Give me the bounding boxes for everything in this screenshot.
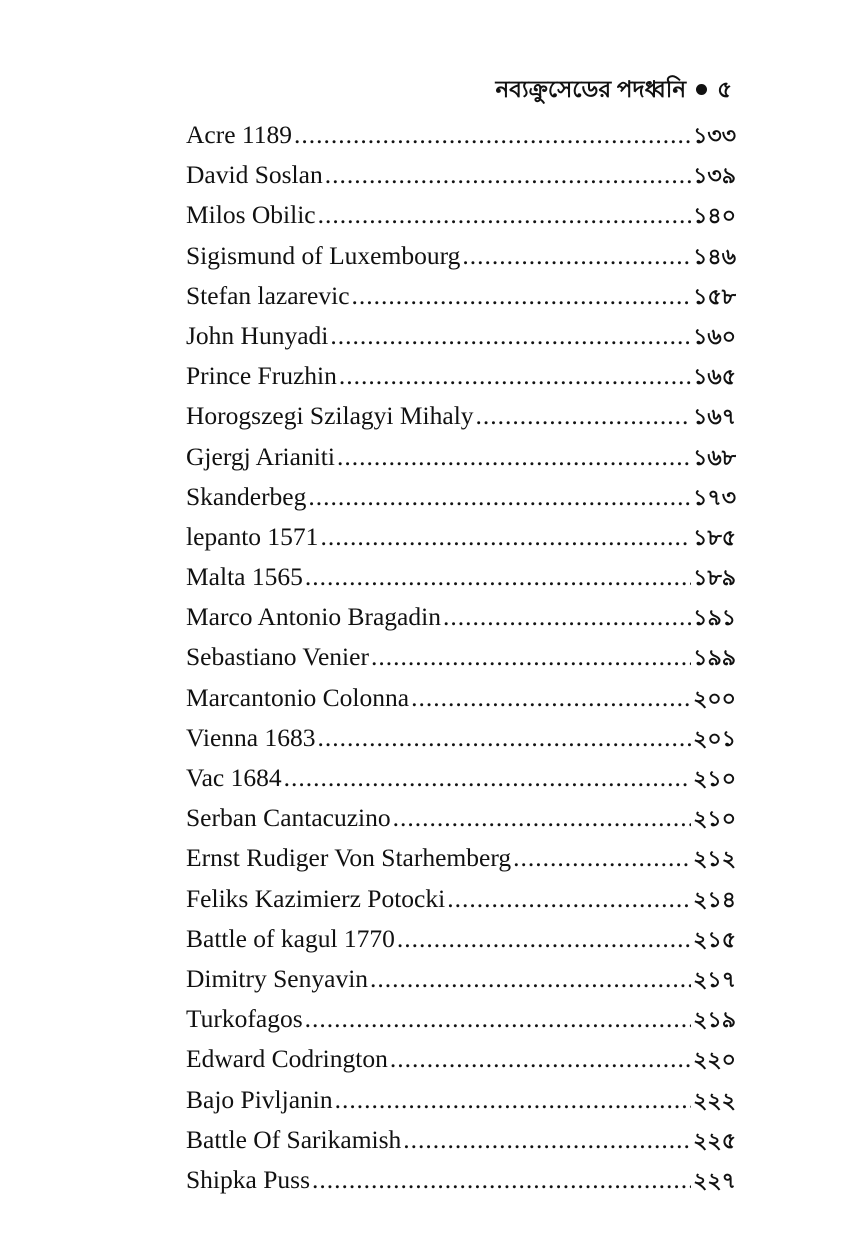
- toc-entry: [186, 966, 736, 1006]
- toc-entry: [186, 604, 736, 644]
- toc-entry-title: Sigismund of Luxembourg: [186, 242, 461, 270]
- toc-entry: [186, 685, 736, 725]
- page-number: ৫: [717, 77, 732, 102]
- toc-entry-page: ১৯৯: [693, 645, 736, 671]
- dot-leader: [284, 765, 692, 791]
- dot-leader: [320, 524, 691, 550]
- toc-entry-title: Acre 1189: [186, 122, 292, 149]
- toc-entry-page: ১৪৬: [693, 243, 736, 269]
- dot-leader: [370, 966, 691, 992]
- toc-entry-title: Bajo Pivljanin: [186, 1086, 333, 1114]
- toc-entry: [186, 765, 736, 805]
- dot-leader: [352, 283, 692, 309]
- dot-leader: [447, 886, 691, 912]
- dot-leader: [371, 644, 691, 670]
- toc-entry-title: Horogszegi Szilagyi Mihaly: [186, 403, 474, 431]
- toc-entry: [186, 484, 736, 524]
- dot-leader: [318, 202, 692, 228]
- dot-leader: [337, 444, 691, 470]
- toc-entry-page: ২২২: [693, 1087, 736, 1113]
- toc-entry: [186, 524, 736, 564]
- toc-entry-page: ১৭৩: [693, 484, 736, 510]
- toc-entry-page: ২১০: [693, 806, 736, 832]
- dot-leader: [462, 243, 691, 269]
- toc-entry: [186, 805, 736, 845]
- toc-entry: [186, 1127, 736, 1167]
- toc-entry-title: Prince Fruzhin: [186, 363, 337, 391]
- toc-entry-page: ২০১: [693, 725, 736, 751]
- toc-entry-title: lepanto 1571: [186, 523, 319, 551]
- toc-entry-page: ২১০: [693, 766, 736, 791]
- toc-entry: [186, 886, 736, 926]
- toc-entry-title: Dimitry Senyavin: [186, 965, 369, 993]
- toc-entry-page: ১৮৯: [693, 565, 736, 591]
- dot-leader: [312, 1167, 691, 1193]
- dot-leader: [325, 162, 691, 188]
- toc-entry: [186, 444, 736, 484]
- toc-entry-page: ১৩৩: [693, 123, 736, 148]
- dot-leader: [339, 363, 691, 389]
- dot-leader: [397, 926, 691, 952]
- toc-entry-title: Serban Cantacuzino: [186, 805, 391, 833]
- toc-entry-page: ১৯১: [693, 605, 736, 631]
- toc-entry-page: ২১২: [693, 846, 736, 872]
- dot-leader: [317, 725, 691, 751]
- toc-entry-title: Skanderbeg: [186, 483, 307, 511]
- dot-leader: [476, 403, 692, 429]
- page-header: [495, 78, 732, 101]
- toc-entry-page: ২০০: [693, 685, 736, 711]
- toc-entry: [186, 1167, 736, 1207]
- dot-leader: [443, 604, 691, 630]
- toc-entry-page: ২১৪: [693, 886, 736, 912]
- toc-entry: [186, 122, 736, 162]
- toc-entry: [186, 845, 736, 885]
- dot-leader: [308, 484, 691, 510]
- toc-entry: [186, 202, 736, 242]
- toc-entry-page: ১৪০: [693, 203, 736, 229]
- dot-leader: [411, 685, 691, 711]
- toc-entry-title: Malta 1565: [186, 564, 303, 592]
- toc-entry: [186, 1006, 736, 1046]
- toc-entry: [186, 644, 736, 684]
- toc-entry-title: Battle of kagul 1770: [186, 925, 395, 953]
- toc-entry-title: Feliks Kazimierz Potocki: [186, 885, 446, 913]
- toc-entry-title: Marco Antonio Bragadin: [186, 604, 441, 632]
- toc-entry: [186, 243, 736, 283]
- toc-entry-title: Vienna 1683: [186, 724, 316, 752]
- toc-entry: [186, 162, 736, 202]
- dot-leader: [294, 122, 691, 148]
- toc-entry-title: Vac 1684: [186, 765, 282, 792]
- dot-leader: [393, 805, 691, 831]
- toc-entry-title: Turkofagos: [186, 1006, 303, 1034]
- toc-entry-page: ২১৫: [693, 926, 736, 952]
- dot-leader: [305, 1006, 691, 1032]
- dot-leader: [513, 845, 691, 871]
- toc-entry-title: John Hunyadi: [186, 322, 329, 350]
- toc-entry-title: Edward Codrington: [186, 1046, 388, 1074]
- toc-entry: [186, 725, 736, 765]
- toc-entry: [186, 564, 736, 604]
- toc-entry-page: ১৮৫: [693, 524, 736, 550]
- toc-entry: [186, 1046, 736, 1086]
- running-title: নব্যক্রুসেডের পদধ্বনি: [495, 77, 687, 102]
- dot-leader: [390, 1046, 691, 1072]
- toc-entry-title: Shipka Puss: [186, 1166, 310, 1194]
- bullet-separator: [696, 84, 707, 95]
- toc-entry: [186, 363, 736, 403]
- toc-entry-page: ২১৭: [693, 966, 736, 992]
- toc-entry: [186, 1087, 736, 1127]
- toc-entry-title: Battle Of Sarikamish: [186, 1126, 402, 1154]
- toc-entry: [186, 283, 736, 323]
- toc-entry-title: Marcantonio Colonna: [186, 684, 410, 712]
- dot-leader: [403, 1127, 691, 1153]
- toc-entry: [186, 926, 736, 966]
- toc-entry-title: Gjergj Arianiti: [186, 443, 335, 471]
- toc-entry-title: Ernst Rudiger Von Starhemberg: [186, 845, 512, 873]
- toc-entry-page: ২১৯: [693, 1007, 736, 1033]
- toc-entry-page: ১৬০: [693, 323, 736, 349]
- toc-entry-page: ১৩৯: [693, 163, 736, 189]
- dot-leader: [305, 564, 691, 590]
- table-of-contents: [186, 122, 736, 1207]
- toc-entry-page: ২২৫: [693, 1127, 736, 1153]
- dot-leader: [330, 323, 691, 349]
- toc-entry-page: ১৬৭: [693, 404, 736, 430]
- toc-entry-page: ১৫৮: [693, 283, 736, 309]
- toc-entry-page: ১৬৮: [693, 444, 736, 470]
- toc-entry-title: Milos Obilic: [186, 202, 316, 230]
- toc-entry: [186, 323, 736, 363]
- toc-entry: [186, 403, 736, 443]
- dot-leader: [335, 1087, 691, 1113]
- toc-entry-page: ২২৭: [693, 1167, 736, 1193]
- toc-entry-page: ২২০: [693, 1047, 736, 1073]
- toc-entry-title: David Soslan: [186, 162, 323, 190]
- toc-entry-page: ১৬৫: [693, 364, 736, 390]
- toc-entry-title: Stefan lazarevic: [186, 282, 350, 310]
- toc-entry-title: Sebastiano Venier: [186, 644, 369, 672]
